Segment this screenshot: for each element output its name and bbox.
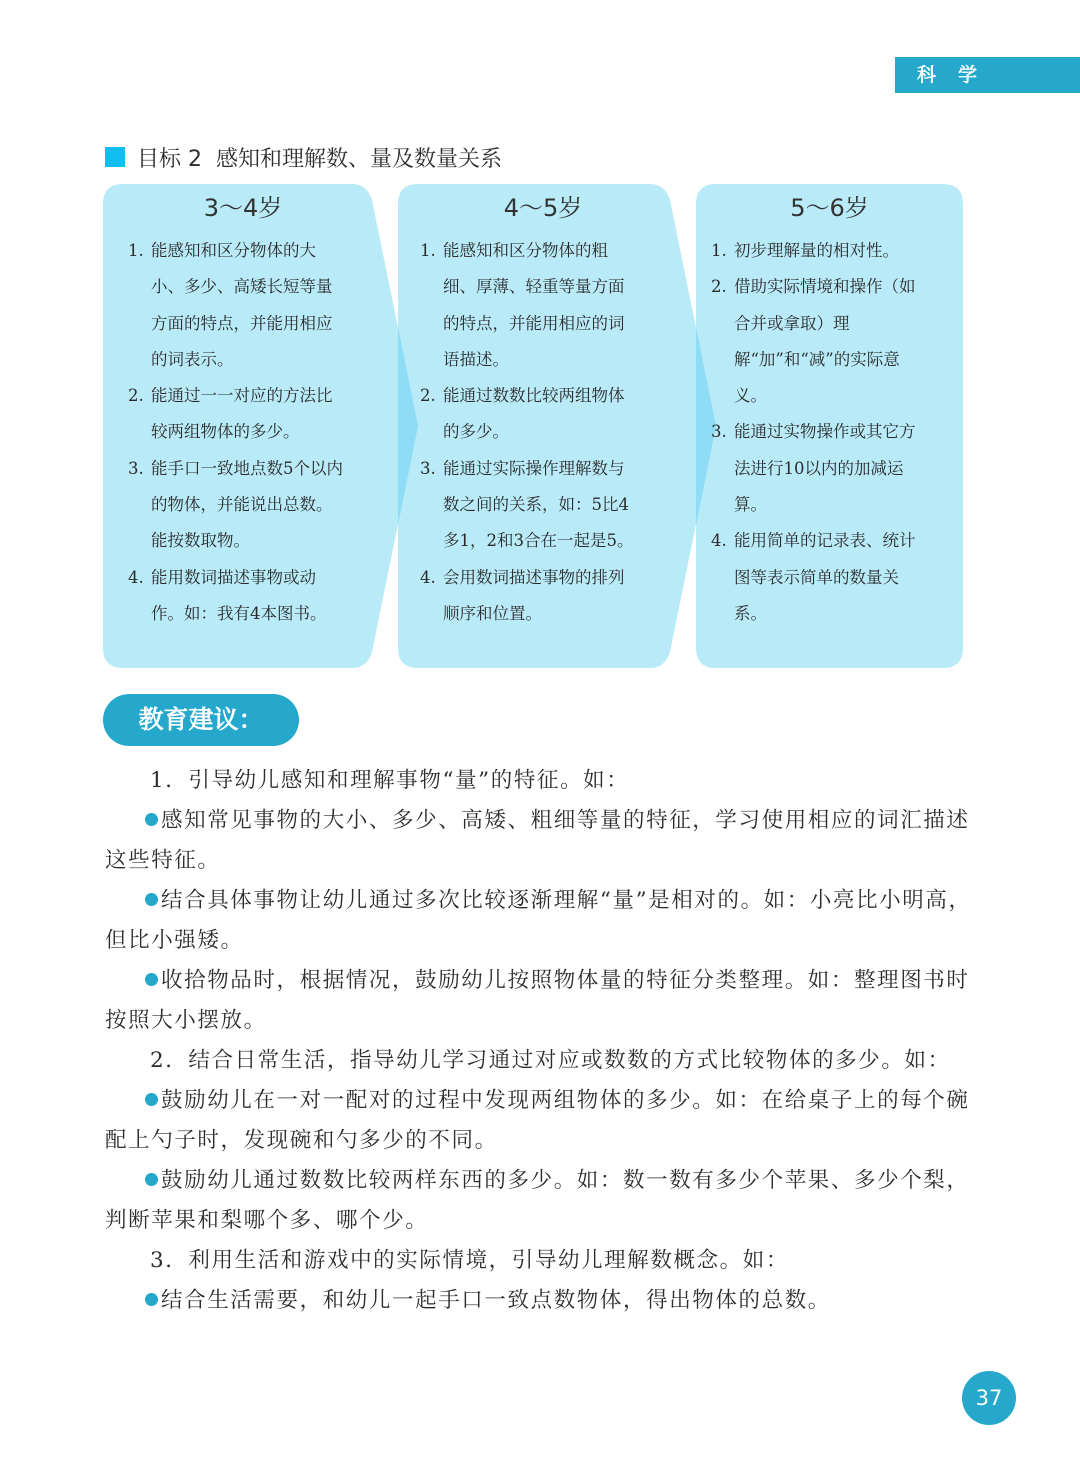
item-text: 能用简单的记录表、统计图等表示简单的数量关系。 — [734, 531, 916, 623]
item-text: 会用数词描述事物的排列顺序和位置。 — [443, 567, 625, 623]
item-number: 4. — [711, 531, 727, 551]
item-text: 能通过一一对应的方法比较两组物体的多少。 — [151, 386, 333, 442]
paragraph-text: 结合生活需要，和幼儿一起手口一致点数物体，得出物体的总数。 — [161, 1288, 831, 1313]
advice-heading — [105, 761, 977, 801]
item-number: 1. — [128, 241, 144, 260]
paragraph-text: 1．引导幼儿感知和理解事物“量”的特征。如： — [150, 768, 630, 793]
age-heading-5-6: 5～6岁 — [790, 194, 869, 222]
list-item — [128, 560, 346, 633]
bullet-dot-icon — [145, 893, 158, 906]
panel-4-5-list — [420, 233, 638, 632]
list-item — [711, 269, 931, 414]
list-item — [711, 414, 931, 523]
advice-bullet — [105, 961, 977, 1041]
item-number: 3. — [711, 422, 727, 442]
item-text: 借助实际情境和操作（如合并或拿取）理解“加”和“减”的实际意义。 — [734, 277, 916, 406]
list-item — [128, 233, 346, 378]
list-item — [420, 560, 638, 633]
item-number: 4. — [128, 567, 144, 587]
subject-tab-label: 科学 — [917, 64, 1000, 86]
advice-heading — [105, 1241, 977, 1281]
item-text: 能感知和区分物体的大小、多少、高矮长短等量方面的特点，并能用相应的词表示。 — [151, 241, 333, 369]
paragraph-text: 2．结合日常生活，指导幼儿学习通过对应或数数的方式比较物体的多少。如： — [150, 1048, 951, 1073]
item-text: 能用数词描述事物或动作。如：我有4本图书。 — [151, 567, 327, 623]
age-panels — [0, 0, 1080, 700]
paragraph-text: 收拾物品时，根据情况，鼓励幼儿按照物体量的特征分类整理。如：整理图书时按照大小摆放。 — [105, 968, 970, 1033]
paragraph-text: 结合具体事物让幼儿通过多次比较逐渐理解“量”是相对的。如：小亮比小明高，但比小强矮。 — [105, 888, 972, 953]
paragraph-text: 3．利用生活和游戏中的实际情境，引导幼儿理解数概念。如： — [150, 1248, 789, 1273]
item-number: 2. — [128, 386, 144, 406]
list-item — [711, 233, 931, 269]
paragraph-text: 鼓励幼儿通过数数比较两样东西的多少。如：数一数有多少个苹果、多少个梨，判断苹果和梨哪个多、哪个少。 — [105, 1168, 970, 1233]
panel-3-4-list — [128, 233, 346, 632]
paragraph-text: 鼓励幼儿在一对一配对的过程中发现两组物体的多少。如：在给桌子上的每个碗配上勺子时，发现碗和勺多少的不同。 — [105, 1088, 970, 1153]
bullet-dot-icon — [145, 1293, 158, 1306]
item-text: 能感知和区分物体的粗细、厚薄、轻重等量方面的特点，并能用相应的词语描述。 — [443, 241, 625, 369]
bullet-dot-icon — [145, 1173, 158, 1186]
advice-bullet — [105, 1281, 977, 1321]
item-number: 3. — [128, 458, 144, 478]
item-number: 1. — [711, 241, 727, 260]
item-number: 3. — [420, 458, 436, 478]
goal-title-text: 目标 2 感知和理解数、量及数量关系 — [137, 146, 502, 172]
list-item — [128, 451, 346, 560]
item-text: 能通过数数比较两组物体的多少。 — [443, 386, 625, 442]
advice-bullet — [105, 881, 977, 961]
age-heading-3-4: 3～4岁 — [203, 194, 283, 222]
bullet-dot-icon — [145, 1093, 158, 1106]
list-item — [711, 523, 931, 632]
list-item — [128, 378, 346, 451]
advice-bullet — [105, 1081, 977, 1161]
list-item — [420, 451, 638, 560]
item-text: 能通过实际操作理解数与数之间的关系，如：5比4多1，2和3合在一起是5。 — [443, 458, 634, 551]
panel-5-6-list — [711, 233, 931, 632]
bullet-dot-icon — [145, 813, 158, 826]
list-item — [420, 233, 638, 378]
bullet-dot-icon — [145, 973, 158, 986]
age-heading-4-5: 4～5岁 — [503, 194, 583, 222]
paragraph-text: 感知常见事物的大小、多少、高矮、粗细等量的特征，学习使用相应的词汇描述这些特征。 — [105, 808, 970, 873]
advice-body — [105, 761, 977, 1321]
advice-badge: 教育建议： — [103, 694, 299, 746]
item-text: 能通过实物操作或其它方法进行10以内的加减运算。 — [734, 422, 916, 515]
advice-heading — [105, 1041, 977, 1081]
item-number: 2. — [420, 386, 436, 406]
page-number: 37 — [962, 1371, 1016, 1425]
advice-bullet — [105, 1161, 977, 1241]
item-number: 2. — [711, 277, 727, 297]
list-item — [420, 378, 638, 451]
item-number: 1. — [420, 241, 436, 260]
advice-bullet — [105, 801, 977, 881]
item-text: 能手口一致地点数5个以内的物体，并能说出总数。能按数取物。 — [151, 458, 343, 551]
item-number: 4. — [420, 567, 436, 587]
item-text: 初步理解量的相对性。 — [734, 241, 899, 260]
